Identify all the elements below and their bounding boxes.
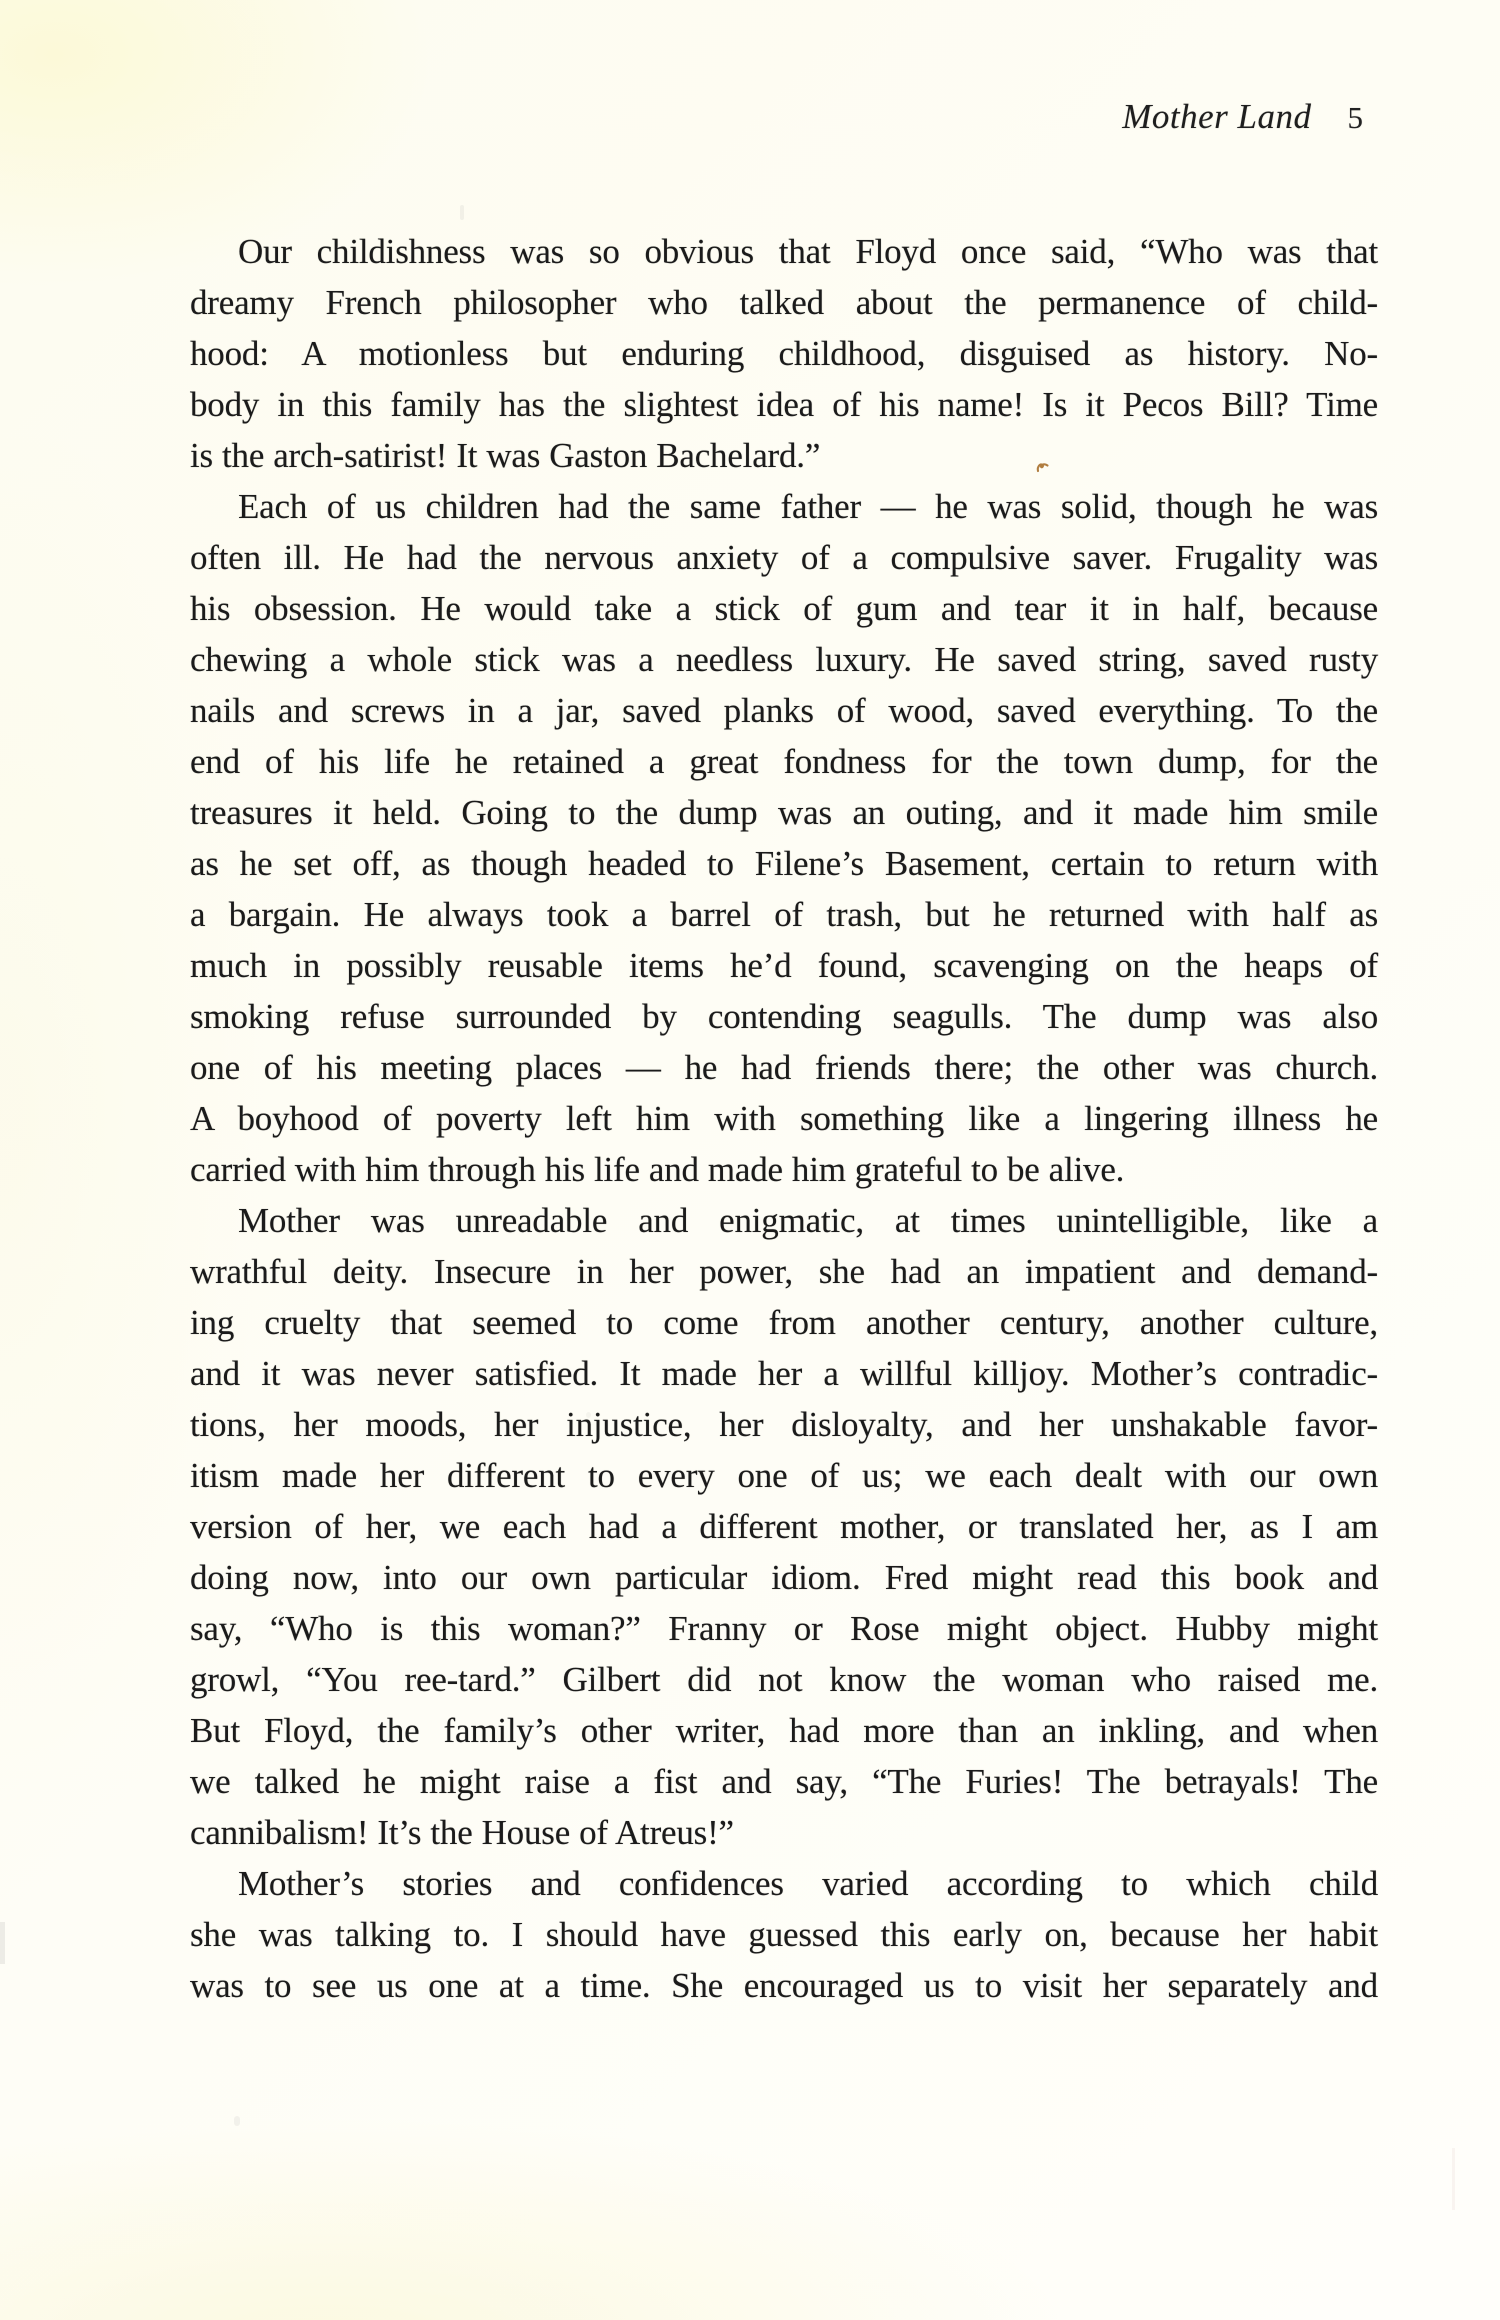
text-line: a bargain. He always took a barrel of trash, but he returned with half as: [190, 895, 1378, 934]
text-line: is the arch-satirist! It was Gaston Bachelard.”: [190, 436, 821, 475]
text-line: itism made her different to every one of us; we each dealt with our own: [190, 1456, 1378, 1495]
text-line: Mother was unreadable and enigmatic, at times unintelligible, like a: [238, 1201, 1378, 1240]
text-line: his obsession. He would take a stick of gum and tear it in half, because: [190, 589, 1378, 628]
page-number: 5: [1347, 100, 1363, 135]
body-text: [190, 226, 1378, 2011]
text-line: smoking refuse surrounded by contending seagulls. The dump was also: [190, 997, 1378, 1036]
text-line: body in this family has the slightest idea of his name! Is it Pecos Bill? Time: [190, 385, 1378, 424]
text-line: she was talking to. I should have guessed this early on, because her habit: [190, 1915, 1378, 1954]
scan-artifact: [586, 1412, 591, 1418]
text-line: doing now, into our own particular idiom. Fred might read this book and: [190, 1558, 1378, 1597]
running-header: [0, 97, 1363, 137]
text-line: carried with him through his life and made him grateful to be alive.: [190, 1150, 1125, 1189]
text-line: dreamy French philosopher who talked about the permanence of child-: [190, 283, 1378, 322]
ink-speck-glyph: [1036, 460, 1050, 475]
scan-artifact: [234, 2116, 240, 2126]
text-line: one of his meeting places — he had friends there; the other was church.: [190, 1048, 1378, 1087]
text-line: say, “Who is this woman?” Franny or Rose might object. Hubby might: [190, 1609, 1378, 1648]
text-line: Each of us children had the same father — he was solid, though he was: [238, 487, 1378, 526]
text-line: end of his life he retained a great fondness for the town dump, for the: [190, 742, 1378, 781]
text-line: ing cruelty that seemed to come from another century, another culture,: [190, 1303, 1378, 1342]
text-line: nails and screws in a jar, saved planks of wood, saved everything. To the: [190, 691, 1378, 730]
text-line: wrathful deity. Insecure in her power, she had an impatient and demand-: [190, 1252, 1378, 1291]
text-line: version of her, we each had a different mother, or translated her, as I am: [190, 1507, 1378, 1546]
text-line: chewing a whole stick was a needless luxury. He saved string, saved rusty: [190, 640, 1378, 679]
scan-artifact: [460, 205, 464, 220]
text-line: was to see us one at a time. She encouraged us to visit her separately and: [190, 1966, 1378, 2005]
text-line: tions, her moods, her injustice, her disloyalty, and her unshakable favor-: [190, 1405, 1378, 1444]
text-line: A boyhood of poverty left him with something like a lingering illness he: [190, 1099, 1378, 1138]
scan-artifact: [0, 1922, 5, 1964]
text-line: treasures it held. Going to the dump was an outing, and it made him smile: [190, 793, 1378, 832]
ink-speck: [1036, 460, 1050, 475]
text-line: and it was never satisfied. It made her a willful killjoy. Mother’s contradic-: [190, 1354, 1378, 1393]
scan-artifact: [1452, 2148, 1455, 2210]
text-line: much in possibly reusable items he’d found, scavenging on the heaps of: [190, 946, 1378, 985]
text-line: Mother’s stories and confidences varied according to which child: [238, 1864, 1378, 1903]
text-line: cannibalism! It’s the House of Atreus!”: [190, 1813, 734, 1852]
text-line: we talked he might raise a fist and say, “The Furies! The betrayals! The: [190, 1762, 1378, 1801]
text-line: often ill. He had the nervous anxiety of a compulsive saver. Frugality was: [190, 538, 1378, 577]
text-line: growl, “You ree-tard.” Gilbert did not know the woman who raised me.: [190, 1660, 1378, 1699]
running-header-title: Mother Land: [1122, 97, 1312, 136]
text-line: Our childishness was so obvious that Floyd once said, “Who was that: [238, 232, 1378, 271]
text-line: But Floyd, the family’s other writer, had more than an inkling, and when: [190, 1711, 1378, 1750]
text-line: hood: A motionless but enduring childhood, disguised as history. No-: [190, 334, 1378, 373]
text-line: as he set off, as though headed to Filene’s Basement, certain to return with: [190, 844, 1378, 883]
